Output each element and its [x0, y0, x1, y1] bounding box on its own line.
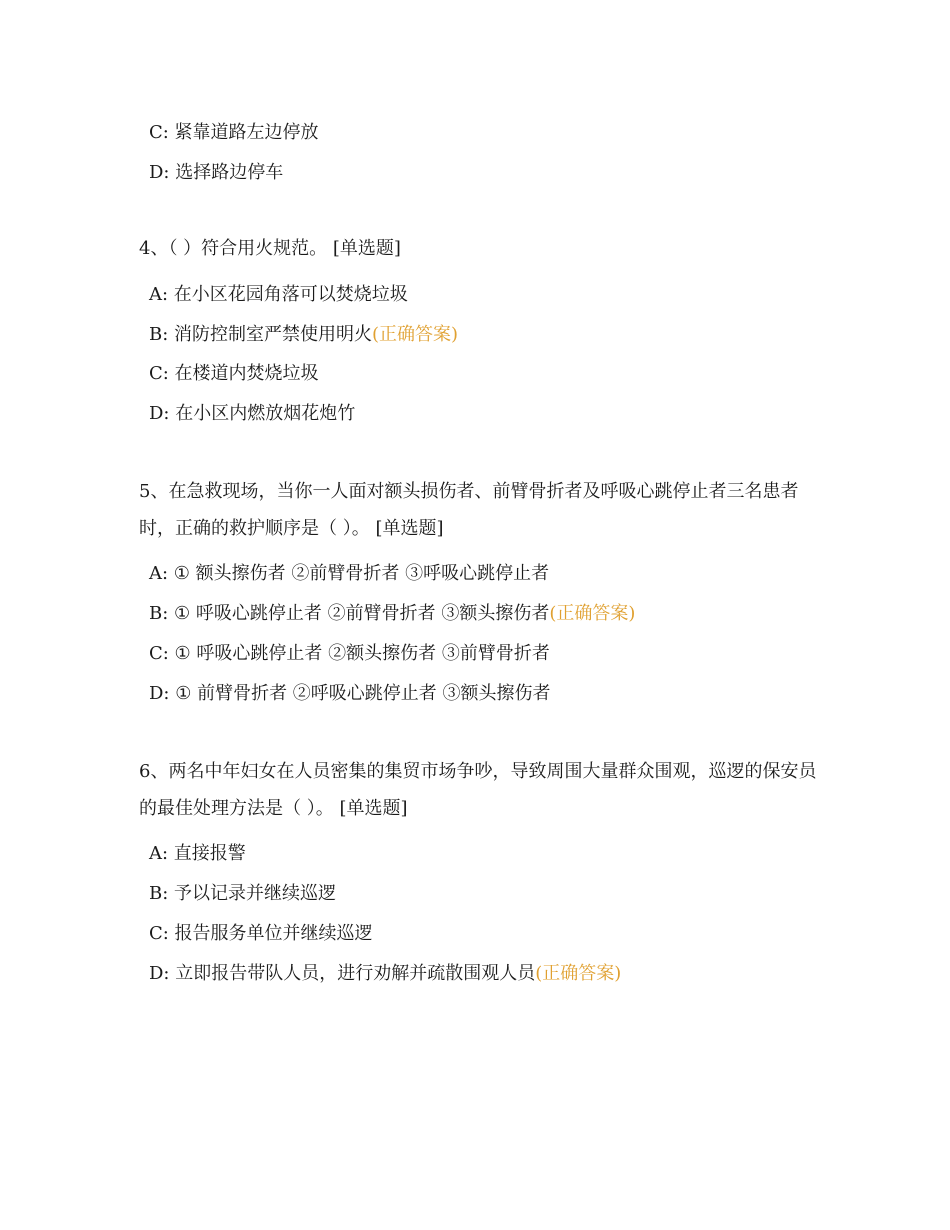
option-b: [149, 323, 458, 347]
option-label: B: 消防控制室严禁使用明火: [149, 324, 373, 345]
option-label: D: 在小区内燃放烟花炮竹: [149, 403, 356, 424]
option-label: C: 紧靠道路左边停放: [149, 122, 319, 143]
option-c: [149, 362, 319, 386]
option-label: D: 立即报告带队人员，进行劝解并疏散围观人员: [149, 963, 536, 984]
option-c: [149, 922, 373, 946]
option-label: A: 在小区花园角落可以焚烧垃圾: [149, 284, 408, 305]
option-label: B: ① 呼吸心跳停止者 ②前臂骨折者 ③额头擦伤者: [149, 603, 550, 624]
option-a: [149, 562, 549, 586]
option-label: D: 选择路边停车: [149, 162, 284, 183]
option-c: [149, 642, 550, 666]
option-label: B: 予以记录并继续巡逻: [149, 883, 337, 904]
option-label: A: 直接报警: [149, 843, 246, 864]
option-label: A: ① 额头擦伤者 ②前臂骨折者 ③呼吸心跳停止者: [149, 563, 550, 584]
option-label: C: 在楼道内焚烧垃圾: [149, 363, 319, 384]
option-c: [149, 121, 319, 145]
question-6-title: 6、两名中年妇女在人员密集的集贸市场争吵，导致周围大量群众围观，巡逻的保安员的最佳处理方法是（ ）。 [单选题]: [139, 761, 817, 819]
correct-answer-mark: (正确答案): [549, 603, 636, 624]
option-b: [149, 882, 336, 906]
option-label: C: 报告服务单位并继续巡逻: [149, 923, 373, 944]
correct-answer-mark: (正确答案): [372, 324, 459, 345]
option-a: [149, 842, 246, 866]
option-a: [149, 283, 408, 307]
option-d: [149, 682, 551, 706]
option-d: [149, 962, 621, 986]
question-5-title: 5、在急救现场，当你一人面对额头损伤者、前臂骨折者及呼吸心跳停止者三名患者时，正确的救护顺序是（ ）。 [单选题]: [139, 481, 799, 539]
option-d: [149, 161, 283, 185]
option-b: [149, 602, 635, 626]
correct-answer-mark: (正确答案): [535, 963, 622, 984]
option-d: [149, 402, 355, 426]
option-label: C: ① 呼吸心跳停止者 ②额头擦伤者 ③前臂骨折者: [149, 643, 550, 664]
question-4-title: 4、（ ）符合用火规范。 [单选题]: [139, 238, 401, 259]
option-label: D: ① 前臂骨折者 ②呼吸心跳停止者 ③额头擦伤者: [149, 683, 551, 704]
